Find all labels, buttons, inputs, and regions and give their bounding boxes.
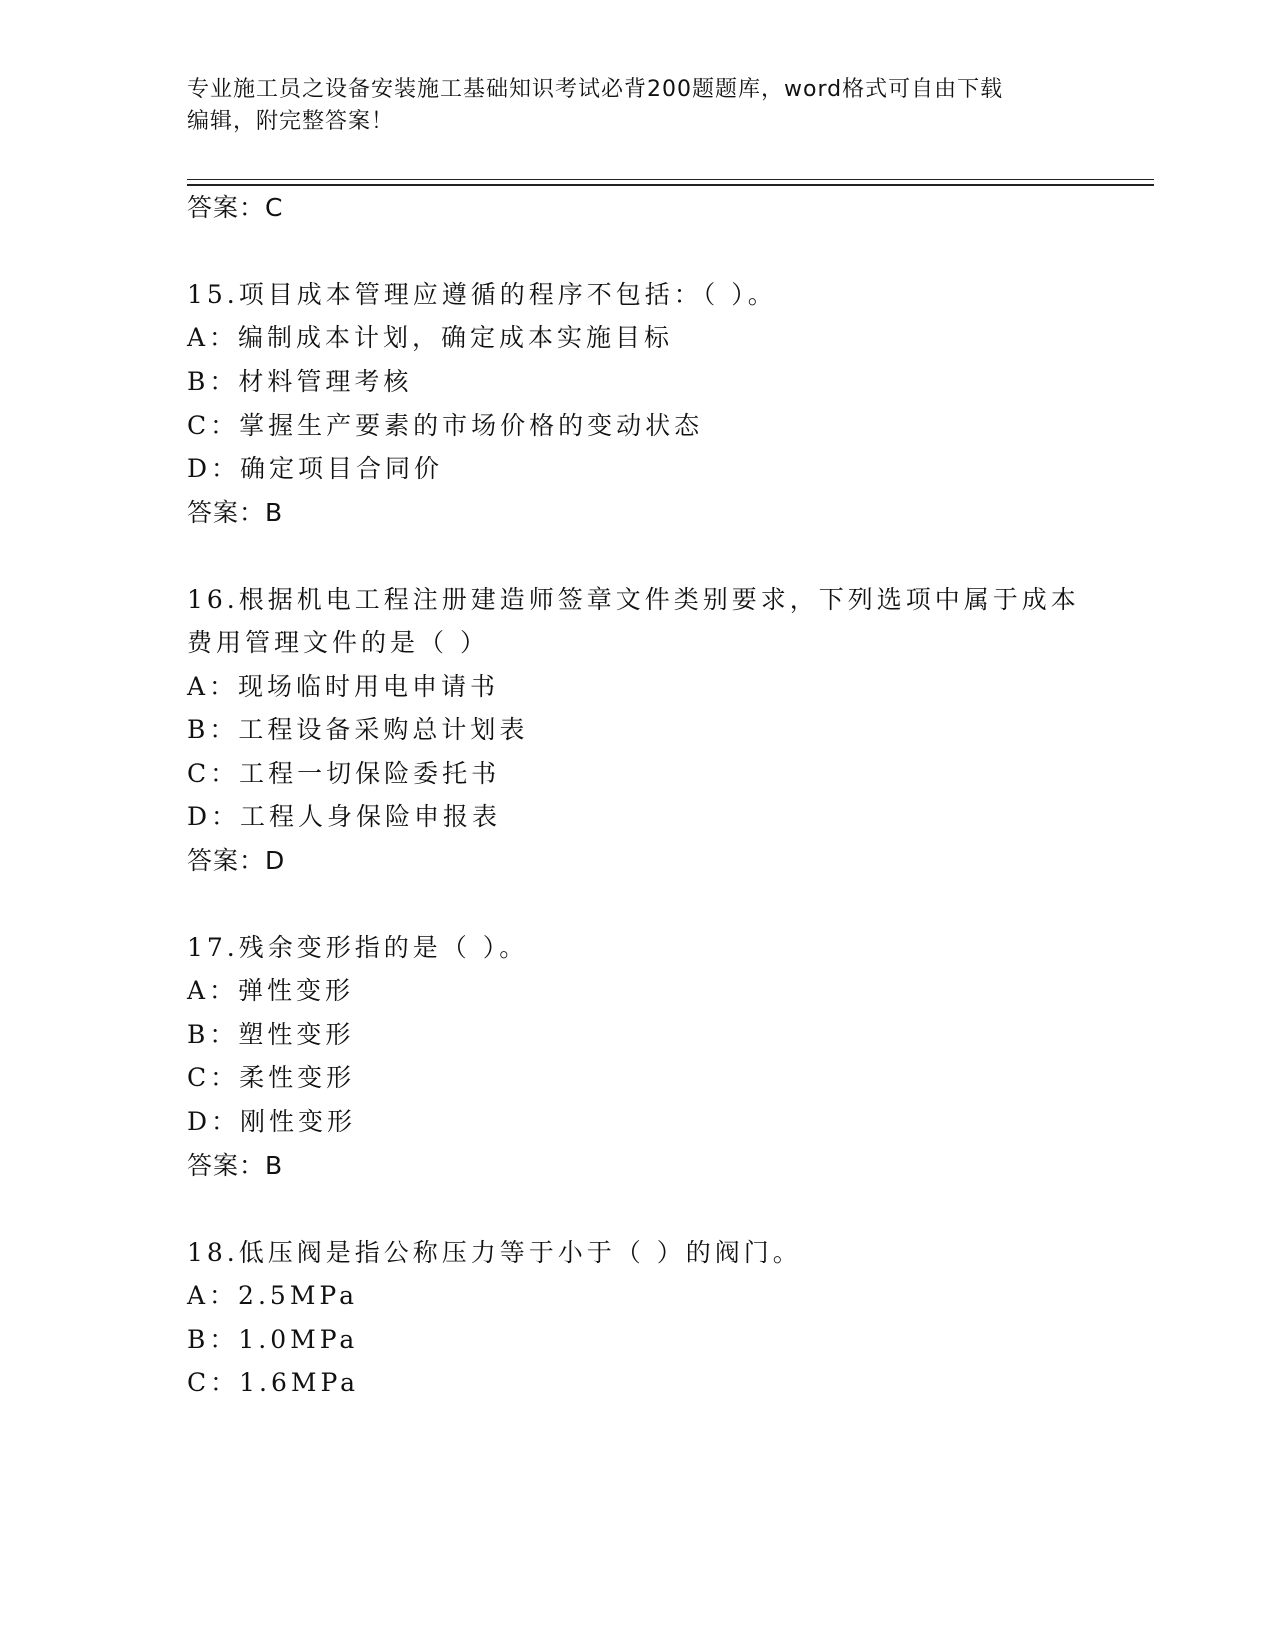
option-b: B：1.0MPa: [187, 1325, 359, 1354]
answer-line: 答案：B: [187, 498, 284, 527]
answer-line: 答案：C: [187, 193, 284, 222]
option-a: A：2.5MPa: [187, 1281, 359, 1310]
option-a: A：弹性变形: [187, 976, 355, 1005]
option-a: A：现场临时用电申请书: [187, 672, 500, 701]
question-stem: 15.项目成本管理应遵循的程序不包括：（ ）。: [187, 280, 777, 309]
option-b: B：塑性变形: [187, 1020, 355, 1049]
question-stem: 16.根据机电工程注册建造师签章文件类别要求，下列选项中属于成本: [187, 585, 1080, 614]
option-c: C：1.6MPa: [187, 1368, 360, 1397]
option-c: C：掌握生产要素的市场价格的变动状态: [187, 411, 704, 440]
option-d: D：确定项目合同价: [187, 454, 444, 483]
option-b: B：工程设备采购总计划表: [187, 715, 529, 744]
question-stem-continued: 费用管理文件的是（ ）: [187, 628, 489, 657]
answer-line: 答案：B: [187, 1151, 284, 1180]
header-line-2: 编辑，附完整答案！: [187, 109, 395, 134]
header-divider-thin: [187, 179, 1154, 180]
option-a: A：编制成本计划，确定成本实施目标: [187, 323, 674, 352]
question-stem: 18.低压阀是指公称压力等于小于（ ）的阀门。: [187, 1238, 802, 1267]
question-stem: 17.残余变形指的是（ ）。: [187, 933, 529, 962]
answer-line: 答案：D: [187, 846, 286, 875]
option-b: B：材料管理考核: [187, 367, 413, 396]
option-c: C：工程一切保险委托书: [187, 759, 501, 788]
option-d: D：刚性变形: [187, 1107, 357, 1136]
option-d: D：工程人身保险申报表: [187, 802, 502, 831]
header-divider-thick: [187, 184, 1154, 186]
option-c: C：柔性变形: [187, 1063, 356, 1092]
document-header: [187, 74, 1067, 138]
header-line-1: 专业施工员之设备安装施工基础知识考试必背200题题库，word格式可自由下载: [187, 77, 1004, 102]
